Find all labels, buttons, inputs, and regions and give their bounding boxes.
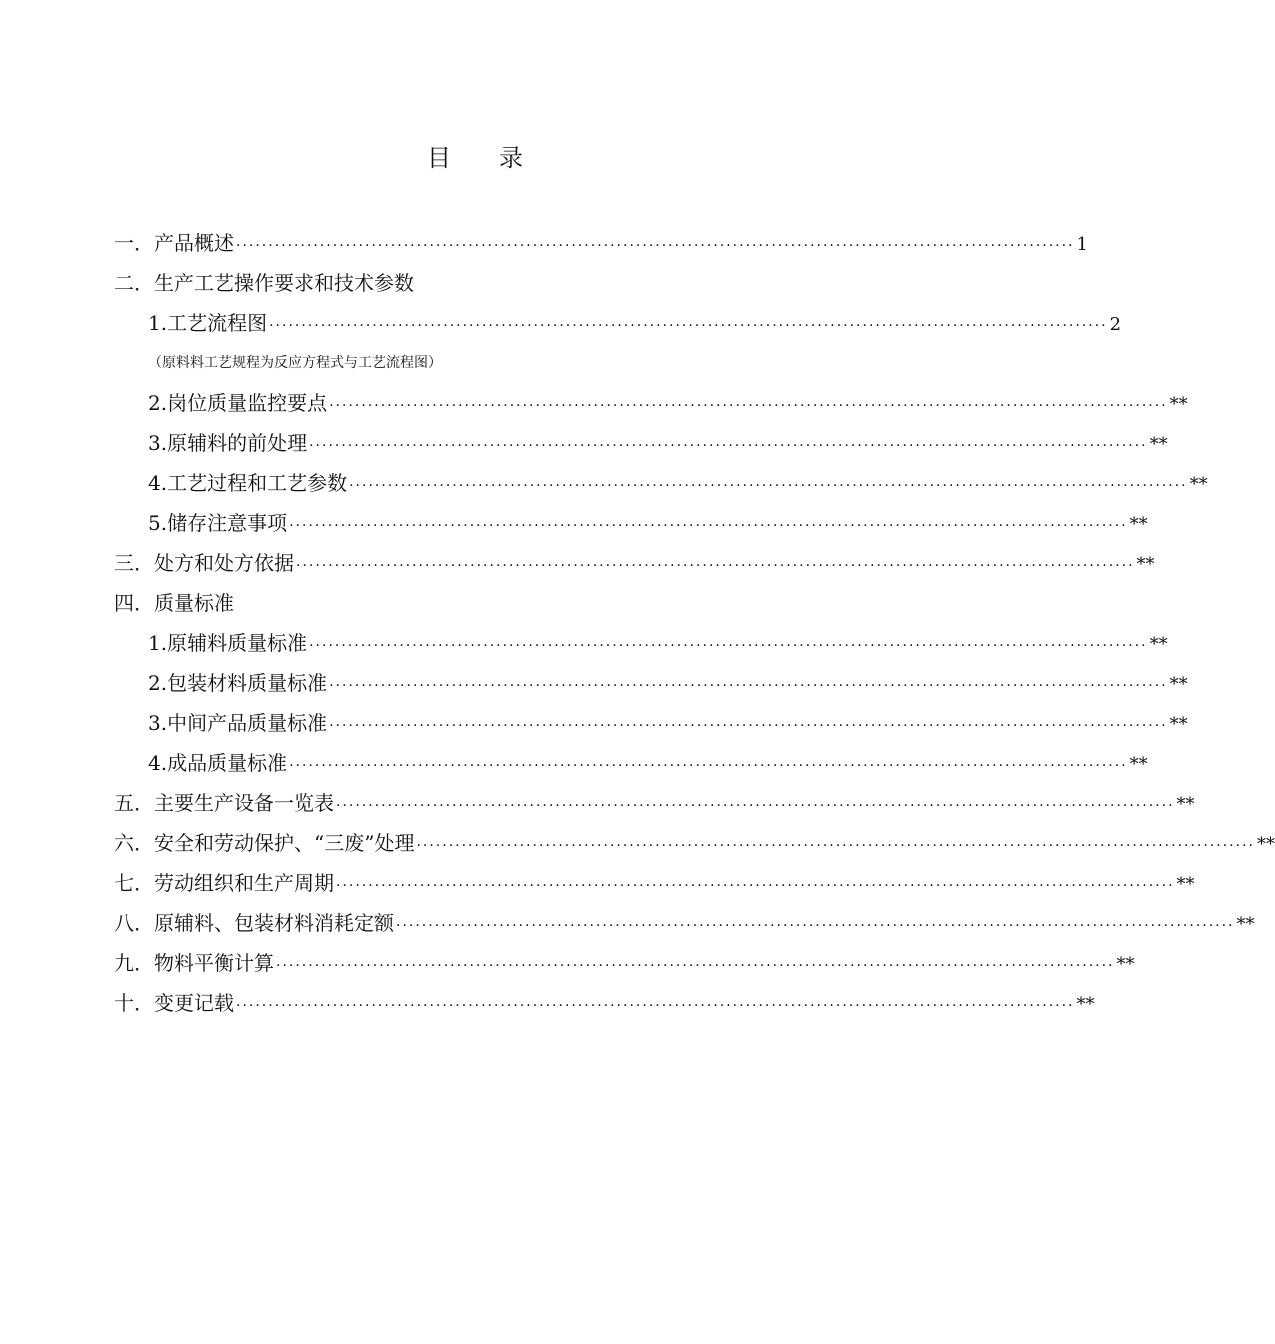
toc-page-number: ** bbox=[1169, 674, 1188, 695]
toc-page-number: ** bbox=[1169, 714, 1188, 735]
toc-label: 劳动组织和生产周期 bbox=[154, 871, 334, 895]
dot-leader: ·································································································································· bbox=[349, 478, 1188, 494]
toc-label: 工艺流程图 bbox=[167, 311, 268, 335]
dot-leader: ·································································································································· bbox=[309, 638, 1148, 654]
dot-leader: ·································································································································· bbox=[236, 238, 1075, 254]
toc-subentry bbox=[114, 743, 1148, 783]
toc-number: 2. bbox=[148, 391, 168, 415]
toc-number: 五． bbox=[114, 791, 154, 815]
toc-page-number: ** bbox=[1256, 834, 1275, 855]
dot-leader: ·································································································································· bbox=[236, 998, 1075, 1014]
toc-label: 原辅料的前处理 bbox=[167, 431, 308, 455]
toc-subentry bbox=[114, 383, 1188, 423]
toc-entry bbox=[114, 943, 1135, 983]
toc-label: 储存注意事项 bbox=[167, 511, 288, 535]
toc-label: 生产工艺操作要求和技术参数 bbox=[154, 271, 414, 295]
toc-entry bbox=[114, 543, 1155, 583]
dot-leader: ·································································································································· bbox=[329, 678, 1168, 694]
toc-label: 岗位质量监控要点 bbox=[167, 391, 328, 415]
toc-number: 一． bbox=[114, 231, 154, 255]
toc-number: 3. bbox=[148, 431, 168, 455]
toc-page-number: ** bbox=[1116, 954, 1135, 975]
toc-subentry bbox=[114, 623, 1168, 663]
dot-leader: ·································································································································· bbox=[416, 838, 1255, 854]
toc-number: 1. bbox=[148, 631, 168, 655]
table-of-contents bbox=[114, 223, 1275, 1023]
toc-number: 3. bbox=[148, 711, 168, 735]
page-title: 目 录 bbox=[427, 144, 523, 172]
toc-page-number: ** bbox=[1076, 994, 1095, 1015]
toc-page-number: 2 bbox=[1109, 314, 1122, 335]
toc-subentry bbox=[114, 703, 1188, 743]
toc-number: 二． bbox=[114, 271, 154, 295]
dot-leader: ·································································································································· bbox=[276, 958, 1115, 974]
dot-leader: ·································································································································· bbox=[289, 758, 1128, 774]
toc-number: 1. bbox=[148, 311, 168, 335]
toc-page-number: ** bbox=[1176, 874, 1195, 895]
toc-entry bbox=[114, 983, 1095, 1023]
dot-leader: ·································································································································· bbox=[329, 398, 1168, 414]
toc-entry bbox=[114, 903, 1255, 943]
toc-number: 三． bbox=[114, 551, 154, 575]
toc-page-number: ** bbox=[1129, 754, 1148, 775]
toc-label: 工艺过程和工艺参数 bbox=[167, 471, 348, 495]
toc-label: 物料平衡计算 bbox=[154, 951, 274, 975]
toc-entry bbox=[114, 863, 1195, 903]
dot-leader: ·································································································································· bbox=[336, 878, 1175, 894]
toc-label: 变更记载 bbox=[154, 991, 234, 1015]
toc-note-text: （原料料工艺规程为反应方程式与工艺流程图） bbox=[148, 355, 442, 371]
toc-entry bbox=[114, 223, 1088, 263]
toc-label: 成品质量标准 bbox=[167, 751, 288, 775]
toc-label: 包装材料质量标准 bbox=[167, 671, 328, 695]
toc-label: 安全和劳动保护、“三废”处理 bbox=[154, 831, 415, 855]
toc-label: 处方和处方依据 bbox=[154, 551, 294, 575]
toc-page-number: ** bbox=[1236, 914, 1255, 935]
toc-number: 六． bbox=[114, 831, 154, 855]
toc-page-number: ** bbox=[1176, 794, 1195, 815]
dot-leader: ·································································································································· bbox=[336, 798, 1175, 814]
toc-page-number: ** bbox=[1149, 434, 1168, 455]
toc-number: 4. bbox=[148, 471, 168, 495]
toc-entry bbox=[114, 263, 858, 303]
toc-subentry bbox=[114, 303, 1122, 343]
toc-label: 主要生产设备一览表 bbox=[154, 791, 334, 815]
toc-page-number: ** bbox=[1129, 514, 1148, 535]
toc-label: 中间产品质量标准 bbox=[167, 711, 328, 735]
toc-page-number: ** bbox=[1169, 394, 1188, 415]
toc-subentry bbox=[114, 663, 1188, 703]
toc-label: 原辅料质量标准 bbox=[167, 631, 308, 655]
toc-subentry bbox=[114, 503, 1148, 543]
toc-entry bbox=[114, 583, 858, 623]
toc-label: 质量标准 bbox=[154, 591, 234, 615]
toc-number: 5. bbox=[148, 511, 168, 535]
toc-note bbox=[114, 343, 858, 383]
toc-subentry bbox=[114, 463, 1208, 503]
toc-page-number: 1 bbox=[1076, 234, 1088, 255]
toc-number: 4. bbox=[148, 751, 168, 775]
toc-number: 2. bbox=[148, 671, 168, 695]
dot-leader: ·································································································································· bbox=[396, 918, 1235, 934]
toc-number: 八． bbox=[114, 911, 154, 935]
dot-leader: ·································································································································· bbox=[296, 558, 1135, 574]
toc-label: 产品概述 bbox=[154, 231, 234, 255]
toc-entry bbox=[114, 823, 1275, 863]
toc-entry bbox=[114, 783, 1195, 823]
dot-leader: ·································································································································· bbox=[329, 718, 1168, 734]
toc-number: 四． bbox=[114, 591, 154, 615]
toc-label: 原辅料、包装材料消耗定额 bbox=[154, 911, 394, 935]
dot-leader: ·································································································································· bbox=[289, 518, 1128, 534]
toc-page-number: ** bbox=[1136, 554, 1155, 575]
toc-subentry bbox=[114, 423, 1168, 463]
dot-leader: ·································································································································· bbox=[269, 318, 1108, 334]
toc-number: 十． bbox=[114, 991, 154, 1015]
toc-page-number: ** bbox=[1189, 474, 1208, 495]
toc-number: 七． bbox=[114, 871, 154, 895]
toc-page-number: ** bbox=[1149, 634, 1168, 655]
dot-leader: ·································································································································· bbox=[309, 438, 1148, 454]
toc-number: 九． bbox=[114, 951, 154, 975]
